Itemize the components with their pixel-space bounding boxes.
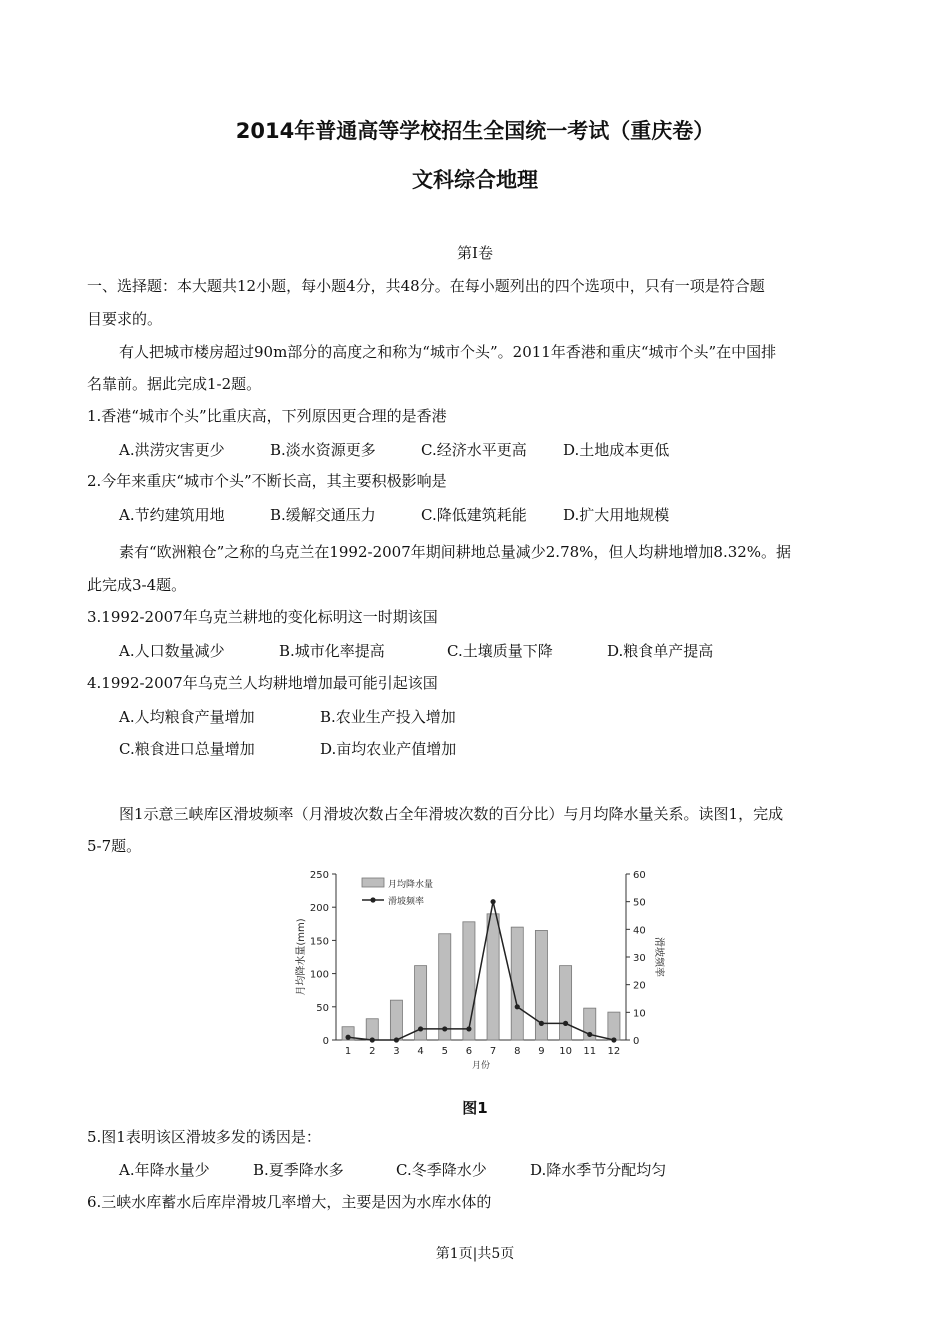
precipitation-bar xyxy=(511,927,523,1040)
landslide-frequency-point xyxy=(587,1032,592,1037)
question-3-stem: 3.1992-2007年乌克兰耕地的变化标明这一时期该国 xyxy=(87,608,438,626)
legend-line-marker xyxy=(370,897,375,902)
passage-3-line-1: 图1示意三峡库区滑坡频率（月滑坡次数占全年滑坡次数的百分比）与月均降水量关系。读图1，完成 xyxy=(119,805,784,823)
question-4-option-d: D.亩均农业产值增加 xyxy=(320,740,457,758)
x-tick-label: 6 xyxy=(465,1046,473,1057)
right-y-tick-label: 30 xyxy=(633,953,646,964)
precipitation-bar xyxy=(487,914,499,1040)
question-4-option-a: A.人均粮食产量增加 xyxy=(119,708,255,726)
x-tick-label: 4 xyxy=(417,1046,424,1057)
landslide-frequency-point xyxy=(370,1037,375,1042)
question-3-option-a: A.人口数量减少 xyxy=(119,642,225,660)
question-2-option-d: D.扩大用地规模 xyxy=(563,506,670,524)
question-5-option-c: C.冬季降水少 xyxy=(396,1161,487,1179)
question-4-stem: 4.1992-2007年乌克兰人均耕地增加最可能引起该国 xyxy=(87,674,438,692)
precipitation-bar xyxy=(366,1019,378,1040)
question-2-stem: 2.今年来重庆“城市个头”不断长高，其主要积极影响是 xyxy=(87,472,447,490)
landslide-frequency-point xyxy=(466,1026,471,1031)
precipitation-bar xyxy=(608,1012,620,1040)
passage-3-line-2: 5-7题。 xyxy=(87,837,142,855)
question-2-option-c: C.降低建筑耗能 xyxy=(421,506,527,524)
landslide-frequency-point xyxy=(418,1026,423,1031)
x-tick-label: 8 xyxy=(514,1046,521,1057)
left-y-axis-label: 月均降水量(mm) xyxy=(296,918,307,996)
left-y-tick-label: 50 xyxy=(316,1002,329,1014)
question-4-option-c: C.粮食进口总量增加 xyxy=(119,740,255,758)
question-5-option-a: A.年降水量少 xyxy=(119,1161,210,1179)
passage-1-line-1: 有人把城市楼房超过90m部分的高度之和称为“城市个头”。2011年香港和重庆“城市个头”在中国排 xyxy=(119,343,777,361)
exam-subtitle: 文科综合地理 xyxy=(412,168,538,192)
question-3-option-c: C.土壤质量下降 xyxy=(447,642,553,660)
precipitation-bar xyxy=(560,966,572,1040)
x-tick-label: 7 xyxy=(489,1046,497,1057)
question-2-option-a: A.节约建筑用地 xyxy=(119,506,225,524)
passage-1-line-2: 名靠前。据此完成1-2题。 xyxy=(87,375,262,393)
landslide-frequency-point xyxy=(515,1004,520,1009)
legend-bar-swatch xyxy=(362,878,384,887)
instructions-line-1: 一、选择题：本大题共12小题，每小题4分，共48分。在每小题列出的四个选项中，只有一项是符合题 xyxy=(87,277,765,295)
right-y-tick-label: 20 xyxy=(633,980,646,992)
question-1-option-c: C.经济水平更高 xyxy=(421,441,527,459)
question-6-stem: 6.三峡水库蓄水后库岸滑坡几率增大，主要是因为水库水体的 xyxy=(87,1193,492,1211)
left-y-tick-label: 0 xyxy=(322,1036,329,1047)
section-label: 第Ⅰ卷 xyxy=(457,244,493,262)
question-1-stem: 1.香港“城市个头”比重庆高，下列原因更合理的是香港 xyxy=(87,407,447,425)
x-tick-label: 3 xyxy=(393,1046,400,1057)
legend-bar-label: 月均降水量 xyxy=(388,880,434,890)
x-tick-label: 9 xyxy=(538,1046,545,1057)
right-y-tick-label: 0 xyxy=(633,1036,640,1047)
question-3-option-b: B.城市化率提高 xyxy=(279,642,385,660)
landslide-frequency-point xyxy=(539,1021,544,1026)
precipitation-bar xyxy=(439,934,451,1040)
question-4-option-b: B.农业生产投入增加 xyxy=(320,708,456,726)
landslide-frequency-point xyxy=(611,1037,616,1042)
instructions-line-2: 目要求的。 xyxy=(87,310,163,328)
figure-1-chart xyxy=(290,862,670,1084)
passage-2-line-1: 素有“欧洲粮仓”之称的乌克兰在1992-2007年期间耕地总量减少2.78%，但人均耕地增加8.32%。据 xyxy=(119,543,792,561)
x-tick-label: 12 xyxy=(607,1046,621,1057)
landslide-frequency-line xyxy=(348,902,614,1040)
right-y-axis-label: 滑坡频率 xyxy=(653,937,664,977)
exam-title: 2014年普通高等学校招生全国统一考试（重庆卷） xyxy=(235,119,715,143)
landslide-frequency-point xyxy=(394,1037,399,1042)
left-y-tick-label: 150 xyxy=(309,936,329,948)
question-5-stem: 5.图1表明该区滑坡多发的诱因是： xyxy=(87,1128,321,1146)
x-tick-label: 5 xyxy=(441,1046,448,1057)
precipitation-bar xyxy=(390,1000,402,1040)
question-1-option-b: B.淡水资源更多 xyxy=(270,441,376,459)
passage-2-line-2: 此完成3-4题。 xyxy=(87,576,187,594)
x-axis-label: 月份 xyxy=(471,1061,491,1071)
x-tick-label: 11 xyxy=(583,1046,597,1057)
left-y-tick-label: 200 xyxy=(309,903,329,915)
question-5-option-b: B.夏季降水多 xyxy=(253,1161,344,1179)
question-3-option-d: D.粮食单产提高 xyxy=(607,642,714,660)
landslide-frequency-point xyxy=(442,1026,447,1031)
left-y-tick-label: 250 xyxy=(309,870,329,881)
question-2-option-b: B.缓解交通压力 xyxy=(270,506,376,524)
x-tick-label: 2 xyxy=(369,1046,376,1057)
landslide-frequency-point xyxy=(490,899,495,904)
precipitation-bar xyxy=(463,922,475,1040)
figure-1-caption: 图1 xyxy=(462,1099,488,1117)
page-footer: 第1页|共5页 xyxy=(435,1246,515,1262)
right-y-tick-label: 50 xyxy=(633,897,646,909)
x-tick-label: 10 xyxy=(559,1046,572,1057)
right-y-tick-label: 40 xyxy=(633,925,646,937)
right-y-tick-label: 10 xyxy=(633,1008,646,1020)
question-1-option-a: A.洪涝灾害更少 xyxy=(119,441,225,459)
x-tick-label: 1 xyxy=(344,1046,352,1057)
left-y-tick-label: 100 xyxy=(309,969,329,981)
right-y-tick-label: 60 xyxy=(633,870,646,881)
landslide-frequency-point xyxy=(345,1035,350,1040)
landslide-frequency-point xyxy=(563,1021,568,1026)
question-5-option-d: D.降水季节分配均匀 xyxy=(530,1161,667,1179)
legend-line-label: 滑坡频率 xyxy=(388,897,425,907)
question-1-option-d: D.土地成本更低 xyxy=(563,441,670,459)
